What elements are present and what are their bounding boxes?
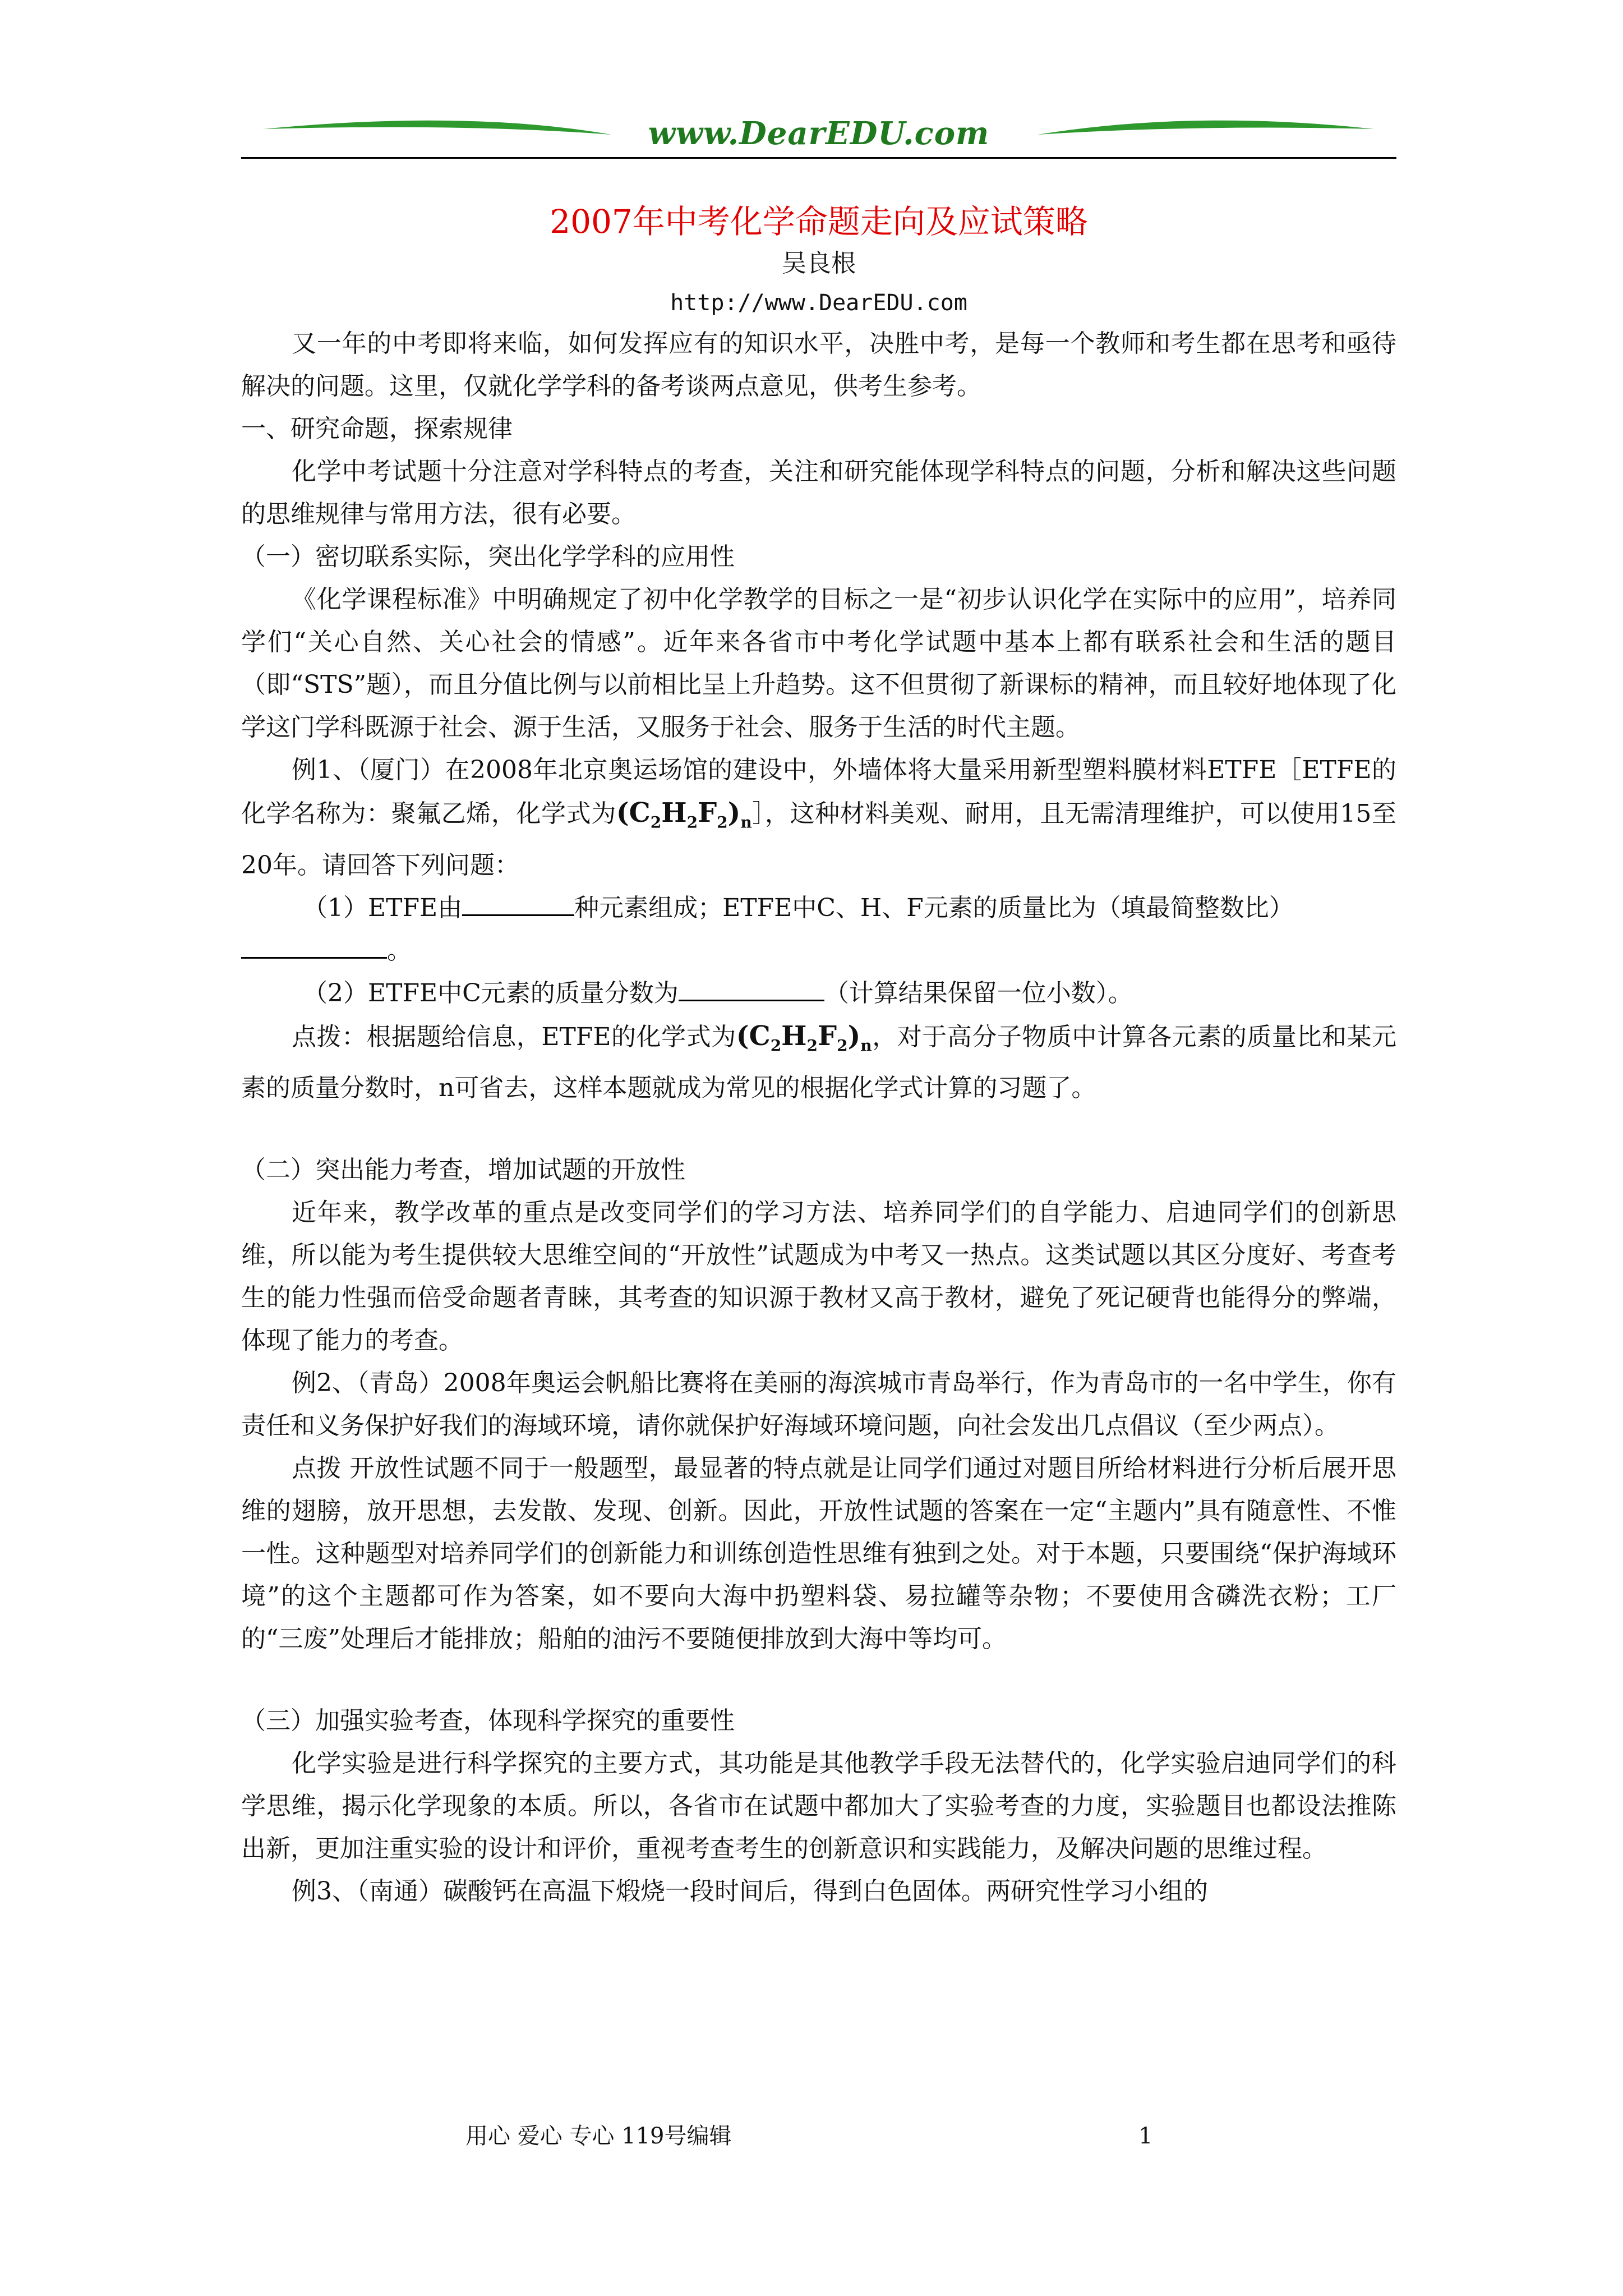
question-1-continued: 。 — [241, 930, 1396, 972]
chemical-formula: $(C_2H_2F_2)_n$ — [736, 1020, 872, 1055]
answer-blank[interactable] — [679, 1000, 824, 1001]
answer-blank[interactable] — [462, 914, 574, 916]
chemical-formula: $(C_2H_2F_2)_n$ — [616, 797, 752, 832]
site-logo — [241, 112, 1396, 157]
spacer — [241, 1110, 1396, 1149]
paragraph: 近年来，教学改革的重点是改变同学们的学习方法、培养同学们的自学能力、启迪同学们的创新思维，所以能为考生提供较大思维空间的“开放性”试题成为中考又一热点。这类试题以其区分度好、考查考生的能力性强而倍受命题者青睐，其考查的知识源于教材又高于教材，避免了死记硬背也能得分的弊端，体现了能力的考查。 — [241, 1198, 1396, 1355]
page-header — [241, 112, 1396, 166]
paragraph: 《化学课程标准》中明确规定了初中化学教学的目标之一是“初步认识化学在实际中的应用”，培养同学们“关心自然、关心社会的情感”。近年来各省市中考化学试题中基本上都有联系社会和生活的题目（即“STS”题），而且分值比例与以前相比呈上升趋势。这不但贯彻了新课标的精神，而且较好地体现了化学这门学科既源于社会、源于生活，又服务于社会、服务于生活的时代主题。 — [241, 585, 1396, 742]
document-body — [241, 199, 1396, 1913]
section-heading: 一、研究命题，探索规律 — [241, 415, 513, 443]
subsection-heading: （一）密切联系实际，突出化学学科的应用性 — [241, 542, 735, 571]
answer-blank[interactable] — [241, 957, 387, 959]
author: 吴良根 — [782, 249, 856, 278]
document-title: 2007年中考化学命题走向及应试策略 — [550, 203, 1088, 241]
question-1: （1）ETFE由 种元素组成；ETFE中C、H、F元素的质量比为（填最简整数比） — [303, 893, 1294, 922]
footer-text: 用心 爱心 专心 119号编辑 — [465, 2123, 732, 2149]
example-2-tip: 点拨 开放性试题不同于一般题型，最显著的特点就是让同学们通过对题目所给材料进行分析后展开思维的翅膀，放开思想，去发散、发现、创新。因此，开放性试题的答案在一定“主题内”具有随意性、不惟一性。这种题型对培养同学们的创新能力和训练创造性思维有独到之处。对于本题，只要围绕“保护海域环境”的这个主题都可作为答案，如不要向大海中扔塑料袋、易拉罐等杂物；不要使用含磷洗衣粉；工厂的“三废”处理后才能排放；船舶的油污不要随便排放到大海中等均可。 — [241, 1454, 1396, 1654]
source-url: http://www.DearEDU.com — [670, 290, 967, 316]
logo-text: www.DearEDU.com — [648, 115, 990, 152]
paragraph: 化学中考试题十分注意对学科特点的考查，关注和研究能体现学科特点的问题，分析和解决这些问题的思维规律与常用方法，很有必要。 — [241, 457, 1396, 528]
paragraph: 化学实验是进行科学探究的主要方式，其功能是其他教学手段无法替代的，化学实验启迪同学们的科学思维，揭示化学现象的本质。所以，各省市在试题中都加大了实验考查的力度，实验题目也都设法推陈出新，更加注重实验的设计和评价，重视考查考生的创新意识和实践能力，及解决问题的思维过程。 — [241, 1749, 1396, 1864]
page-number: 1 — [1138, 2123, 1153, 2149]
question-2: （2）ETFE中C元素的质量分数为 （计算结果保留一位小数）。 — [303, 978, 1133, 1007]
example-1: 例1、（厦门）在2008年北京奥运场馆的建设中，外墙体将大量采用新型塑料膜材料ETFE［ETFE的化学名称为：聚氟乙烯，化学式为$(C_2H_2F_2)_n]$，这种材料美观、耐用，且无需清理维护，可以使用15至20年。请回答下列问题： — [241, 756, 1396, 880]
subsection-heading: （二）突出能力考查，增加试题的开放性 — [241, 1156, 685, 1185]
header-divider — [241, 157, 1396, 159]
intro-paragraph: 又一年的中考即将来临，如何发挥应有的知识水平，决胜中考，是每一个教师和考生都在思考和亟待解决的问题。这里，仅就化学学科的备考谈两点意见，供考生参考。 — [241, 329, 1396, 401]
example-2: 例2、（青岛）2008年奥运会帆船比赛将在美丽的海滨城市青岛举行，作为青岛市的一名中学生，你有责任和义务保护好我们的海域环境，请你就保护好海域环境问题，向社会发出几点倡议（至少两点）。 — [241, 1369, 1396, 1441]
example-1-tip: 点拨：根据题给信息，ETFE的化学式为$(C_2H_2F_2)_n$，对于高分子物质中计算各元素的质量比和某元素的质量分数时，n可省去，这样本题就成为常见的根据化学式计算的习题了。 — [241, 1020, 1396, 1103]
example-3: 例3、（南通）碳酸钙在高温下煅烧一段时间后，得到白色固体。两研究性学习小组的 — [292, 1877, 1208, 1906]
subsection-heading: （三）加强实验考查，体现科学探究的重要性 — [241, 1706, 735, 1736]
spacer — [241, 1660, 1396, 1700]
